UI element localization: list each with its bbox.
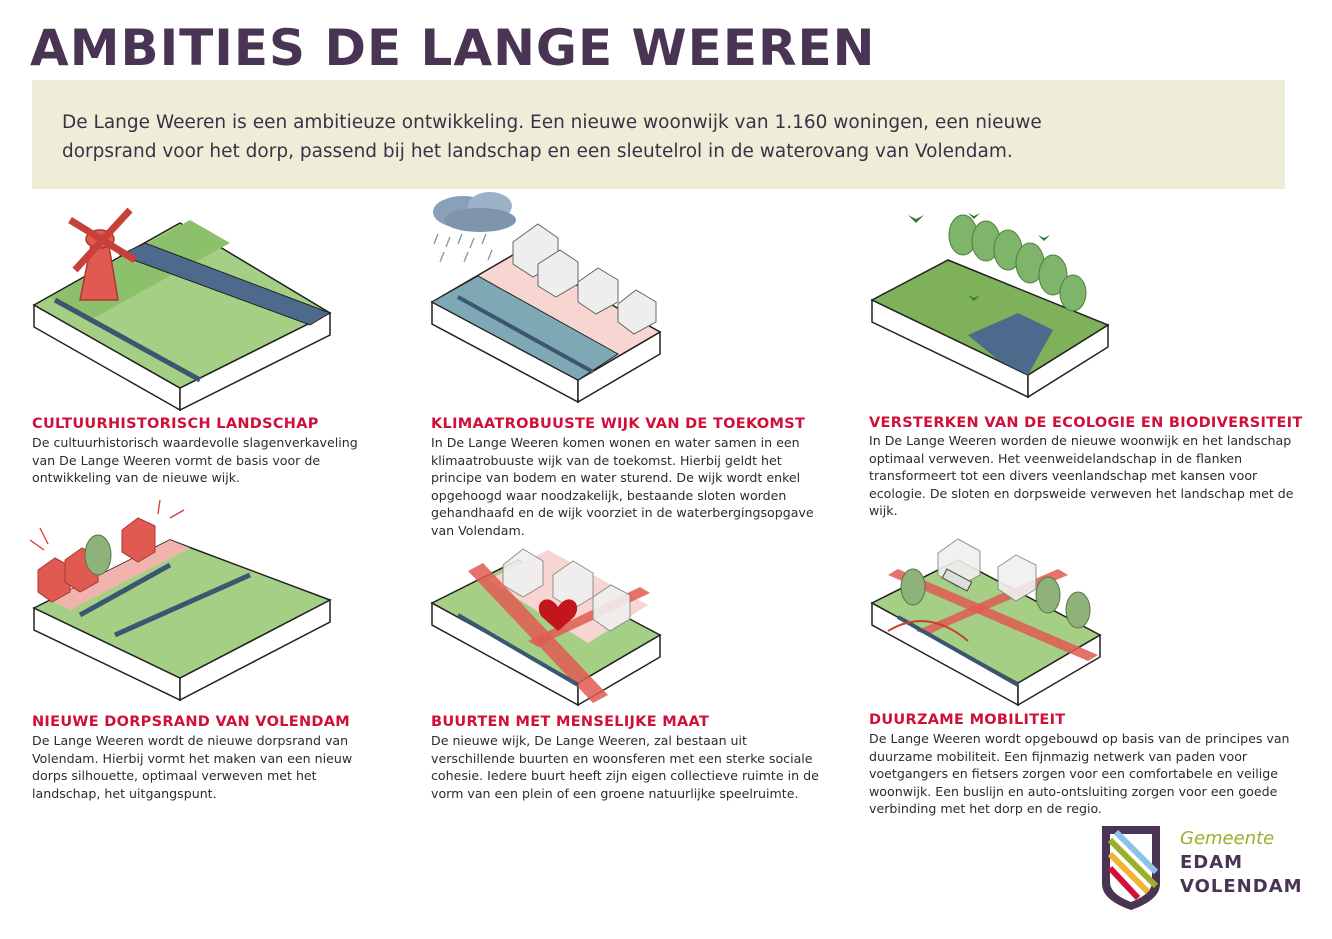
panel-heading: VERSTERKEN VAN DE ECOLOGIE EN BIODIVERSITEIT — [869, 415, 1303, 431]
page-title: AMBITIES DE LANGE WEEREN — [30, 19, 876, 77]
village-edge-icon — [30, 500, 330, 700]
panel-klimaatrobuust — [428, 192, 828, 538]
panel-ecologie — [868, 205, 1308, 519]
panel-text: In De Lange Weeren worden de nieuwe woonwijk en het landschap optimaal verweven. Het veenweidelandschap in de flanken transformeert tot een divers veenlandschap met kansen voor ecologie. De sloten en dorpsweide verweven het landschap met de wijk. — [869, 433, 1294, 519]
panel-text: De Lange Weeren wordt de nieuwe dorpsrand van Volendam. Hierbij vormt het maken van een nieuw dorps silhouette, optimaal verweven met het landschap, het uitgangspunt. — [32, 733, 353, 801]
windmill-landscape-icon — [30, 205, 330, 395]
shield-logo-icon — [1098, 824, 1168, 914]
panel-buurten — [428, 535, 828, 815]
intro-text: De Lange Weeren is een ambitieuze ontwikkeling. Een nieuwe woonwijk van 1.160 woningen, een nieuwe dorpsrand voor het dorp, passend bij het landschap en een sleutelrol in de waterovang van Volendam. — [62, 112, 1042, 162]
heart-neighbourhood-icon — [428, 535, 668, 710]
panel-heading: NIEUWE DORPSRAND VAN VOLENDAM — [32, 714, 350, 730]
panel-heading: CULTUURHISTORISCH LANDSCHAP — [32, 416, 319, 432]
logo-line-edam: EDAM — [1180, 852, 1244, 873]
trees-birds-icon — [868, 205, 1128, 385]
gemeente-logo — [1098, 824, 1303, 914]
panel-dorpsrand — [30, 500, 390, 810]
intro-box — [32, 80, 1285, 189]
panel-text: In De Lange Weeren komen wonen en water samen in een klimaatrobuuste wijk van de toekomst. Hierbij geldt het principe van bodem en water sturend. De wijk wordt enkel opgehoogd waar noodzakelijk, bestaande sloten worden gehandhaafd en de wijk voorziet in de waterbergingsopgave van Volendam. — [431, 435, 814, 538]
panel-heading: KLIMAATROBUUSTE WIJK VAN DE TOEKOMST — [431, 416, 806, 432]
panel-text: De nieuwe wijk, De Lange Weeren, zal bestaan uit verschillende buurten en woonsferen met een sterke sociale cohesie. Iedere buurt heeft zijn eigen collectieve ruimte in de vorm van een plein of een groene natuurlijke speelruimte. — [431, 733, 819, 801]
panel-text: De cultuurhistorisch waardevolle slagenverkaveling van De Lange Weeren vormt de basis voor de ontwikkeling van de nieuwe wijk. — [32, 435, 358, 486]
panel-mobiliteit — [868, 535, 1308, 835]
panel-text: De Lange Weeren wordt opgebouwd op basis van de principes van duurzame mobiliteit. Een fijnmazig netwerk van paden voor voetgangers en fietsers zorgen voor een comfortabele en veilige woonwijk. Een buslijn en auto-ontsluiting zorgen voor een goede verbinding met het dorp en de regio. — [869, 731, 1290, 817]
panel-cultuurhistorisch — [30, 205, 390, 495]
rain-cloud-houses-icon — [428, 192, 738, 392]
logo-line-volendam: VOLENDAM — [1180, 876, 1303, 897]
bus-mobility-icon — [868, 535, 1108, 710]
logo-line-gemeente: Gemeente — [1180, 828, 1275, 849]
panel-heading: DUURZAME MOBILITEIT — [869, 712, 1066, 728]
panel-heading: BUURTEN MET MENSELIJKE MAAT — [431, 714, 710, 730]
